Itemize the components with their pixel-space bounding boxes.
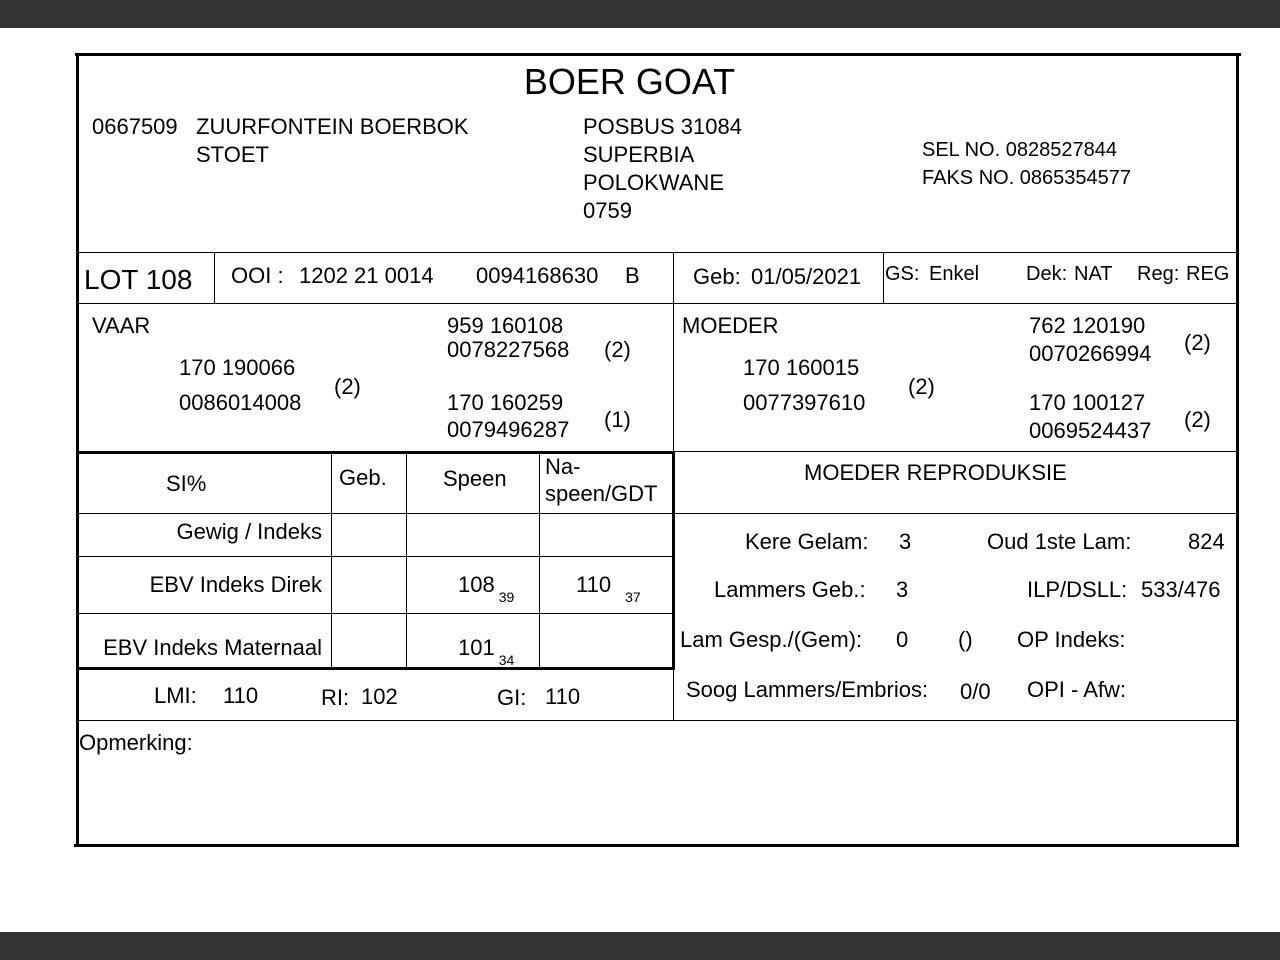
- maternaal-speen-index: 101: [458, 635, 495, 660]
- lam-gesp-value: 0: [896, 627, 909, 652]
- divider-line: [214, 252, 215, 303]
- dam-sire-count: (2): [1184, 330, 1211, 355]
- sire-label: VAAR: [92, 313, 151, 338]
- registration-label: Reg:: [1137, 263, 1180, 285]
- ooi-label: OOI :: [231, 263, 284, 288]
- direk-speen-accuracy: 39: [498, 589, 515, 605]
- breeder-name-line2: STOET: [196, 142, 269, 167]
- reproduction-title: MOEDER REPRODUKSIE: [804, 460, 1067, 485]
- lmi-label: LMI:: [154, 683, 197, 708]
- ooi-id: 1202 21 0014: [299, 263, 434, 288]
- naspeen-header: speen/GDT: [545, 481, 658, 506]
- mating-label: Dek:: [1026, 263, 1068, 285]
- soog-value: 0/0: [960, 679, 991, 704]
- address-line: POLOKWANE: [583, 170, 724, 195]
- breeder-name: ZUURFONTEIN BOERBOK: [196, 114, 469, 139]
- remarks-label: Opmerking:: [79, 730, 193, 755]
- ri-value: 102: [361, 684, 398, 709]
- divider-line: [78, 252, 1236, 253]
- sire-count: (2): [334, 374, 361, 399]
- address-line: 0759: [583, 198, 632, 223]
- ebv-maternaal-label: EBV Indeks Maternaal: [103, 635, 322, 660]
- cell-number: SEL NO. 0828527844: [922, 139, 1117, 161]
- si-table-line: [406, 454, 407, 668]
- speen-header: Speen: [443, 466, 507, 491]
- catalog-card: [78, 54, 1238, 846]
- oud-lam-label: Oud 1ste Lam:: [987, 529, 1132, 554]
- registration-number: 0094168630: [476, 263, 599, 288]
- maternaal-speen-accuracy: 34: [498, 652, 515, 668]
- si-table-border: [78, 667, 674, 670]
- sire-reg: 0086014008: [179, 390, 302, 415]
- bottom-bar: [0, 932, 1280, 960]
- top-bar: [0, 0, 1280, 28]
- opi-afw-label: OPI - Afw:: [1027, 677, 1127, 702]
- dam-sire-id: 762 120190: [1029, 313, 1146, 338]
- border-left: [76, 54, 79, 846]
- dam-dam-id: 170 100127: [1029, 390, 1146, 415]
- direk-speen-value: [458, 572, 515, 605]
- si-table-border: [672, 451, 675, 670]
- border-right: [1236, 54, 1239, 846]
- si-table-line: [78, 613, 673, 614]
- sire-sire-count: (2): [604, 337, 631, 362]
- birth-date: 01/05/2021: [751, 264, 862, 289]
- direk-naspeen-value: [576, 572, 641, 605]
- gi-label: GI:: [497, 685, 527, 710]
- direk-speen-index: 108: [458, 572, 495, 597]
- ri-label: RI:: [321, 685, 350, 710]
- dam-dam-reg: 0069524437: [1029, 418, 1152, 443]
- divider-line: [78, 720, 1236, 721]
- ilp-value: 533/476: [1141, 577, 1221, 602]
- breeder-code: 0667509: [92, 114, 178, 139]
- sire-id: 170 190066: [179, 355, 296, 380]
- kere-gelam-value: 3: [899, 529, 912, 554]
- dam-count: (2): [908, 374, 935, 399]
- sire-sire-id: 959 160108: [447, 313, 564, 338]
- oud-lam-value: 824: [1188, 529, 1225, 554]
- divider-line: [78, 303, 1236, 304]
- birth-date-label: Geb:: [693, 264, 741, 289]
- dam-reg: 0077397610: [743, 390, 866, 415]
- border-bottom: [74, 844, 1239, 847]
- sire-dam-id: 170 160259: [447, 390, 564, 415]
- kere-gelam-label: Kere Gelam:: [745, 529, 869, 554]
- lmi-value: 110: [223, 683, 259, 708]
- lot-number: LOT 108: [84, 264, 193, 295]
- ilp-label: ILP/DSLL:: [1027, 577, 1128, 602]
- lammers-geb-value: 3: [896, 577, 909, 602]
- mating-value: NAT: [1074, 263, 1113, 285]
- op-indeks-label: OP Indeks:: [1017, 627, 1126, 652]
- direk-naspeen-index: 110: [576, 572, 612, 597]
- registration-status: REG: [1186, 263, 1230, 285]
- address-line: POSBUS 31084: [583, 114, 742, 139]
- lam-gesp-label: Lam Gesp./(Gem):: [680, 627, 863, 652]
- ebv-direk-label: EBV Indeks Direk: [149, 572, 322, 597]
- border-top: [75, 53, 1241, 56]
- si-table-line: [331, 454, 332, 668]
- address-line: SUPERBIA: [583, 142, 695, 167]
- naspeen-header: Na-: [545, 454, 581, 479]
- maternaal-speen-value: [458, 635, 515, 668]
- direk-naspeen-accuracy: 37: [625, 589, 641, 605]
- sire-dam-count: (1): [604, 407, 631, 432]
- divider-line: [673, 451, 1236, 452]
- divider-line: [673, 513, 1236, 514]
- grade: B: [625, 263, 640, 288]
- sire-dam-reg: 0079496287: [447, 417, 570, 442]
- si-header: SI%: [166, 471, 207, 496]
- gi-value: 110: [545, 684, 581, 709]
- dam-dam-count: (2): [1184, 407, 1211, 432]
- si-table-line: [78, 513, 673, 514]
- si-table-line: [78, 556, 673, 557]
- si-table-border: [78, 451, 674, 454]
- fax-number: FAKS NO. 0865354577: [922, 167, 1132, 189]
- soog-label: Soog Lammers/Embrios:: [686, 677, 929, 702]
- gewig-label: Gewig / Indeks: [176, 519, 322, 544]
- divider-line: [883, 252, 884, 303]
- birth-status-label: GS:: [885, 263, 920, 285]
- birth-status: Enkel: [929, 263, 980, 285]
- si-table-line: [539, 454, 540, 668]
- lam-gesp-gem-value: (): [958, 627, 973, 652]
- geb-header: Geb.: [339, 465, 387, 490]
- lammers-geb-label: Lammers Geb.:: [714, 577, 866, 602]
- dam-sire-reg: 0070266994: [1029, 341, 1152, 366]
- dam-label: MOEDER: [682, 313, 779, 338]
- sire-sire-reg: 0078227568: [447, 337, 570, 362]
- dam-id: 170 160015: [743, 355, 860, 380]
- page-title: BOER GOAT: [523, 61, 736, 102]
